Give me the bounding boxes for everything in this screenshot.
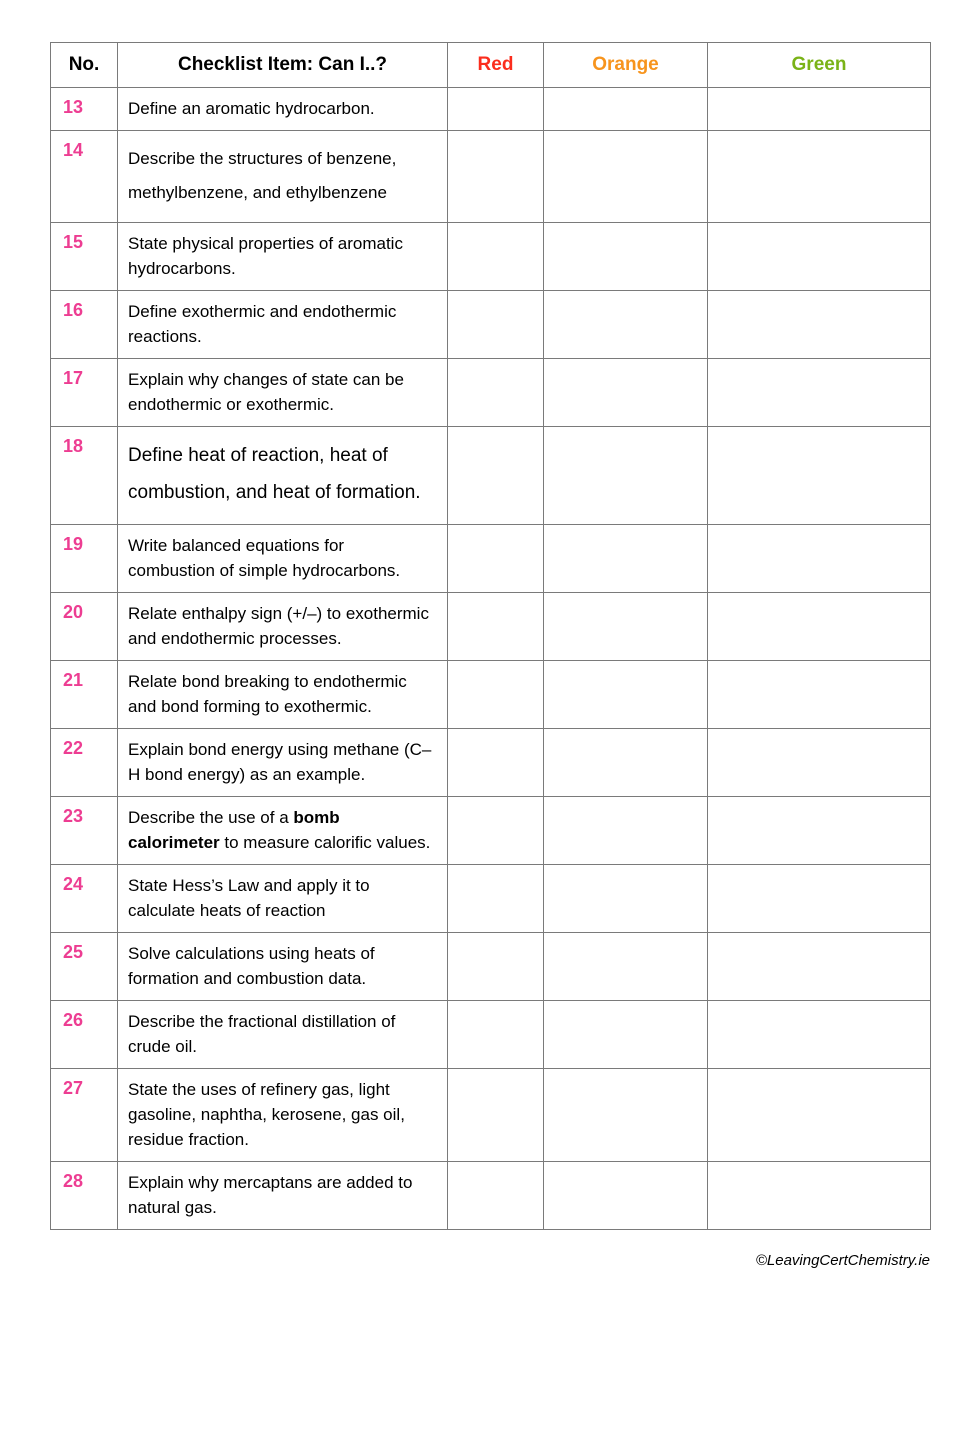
table-header-row [51, 43, 931, 88]
header-checklist-item: Checklist Item: Can I..? [118, 43, 448, 88]
header-red: Red [448, 43, 544, 88]
row-number: 28 [51, 1162, 118, 1230]
row-number: 13 [51, 88, 118, 131]
green-status-cell [708, 131, 931, 223]
row-number: 23 [51, 797, 118, 865]
table-row [51, 1001, 931, 1069]
table-row [51, 797, 931, 865]
row-number: 21 [51, 661, 118, 729]
red-status-cell [448, 427, 544, 525]
red-status-cell [448, 593, 544, 661]
green-status-cell [708, 1001, 931, 1069]
checklist-item-text: Describe the structures of benzene, methylbenzene, and ethylbenzene [118, 131, 448, 223]
red-status-cell [448, 865, 544, 933]
orange-status-cell [544, 291, 708, 359]
red-status-cell [448, 933, 544, 1001]
row-number: 15 [51, 223, 118, 291]
red-status-cell [448, 1001, 544, 1069]
green-status-cell [708, 933, 931, 1001]
red-status-cell [448, 359, 544, 427]
red-status-cell [448, 797, 544, 865]
checklist-item-text: State the uses of refinery gas, light gasoline, naphtha, kerosene, gas oil, residue fraction. [118, 1069, 448, 1162]
checklist-table-body [51, 88, 931, 1230]
orange-status-cell [544, 593, 708, 661]
red-status-cell [448, 1069, 544, 1162]
green-status-cell [708, 525, 931, 593]
row-number: 24 [51, 865, 118, 933]
red-status-cell [448, 131, 544, 223]
green-status-cell [708, 865, 931, 933]
table-row [51, 291, 931, 359]
header-no: No. [51, 43, 118, 88]
checklist-item-text: Explain why mercaptans are added to natural gas. [118, 1162, 448, 1230]
green-status-cell [708, 593, 931, 661]
red-status-cell [448, 525, 544, 593]
green-status-cell [708, 427, 931, 525]
orange-status-cell [544, 797, 708, 865]
green-status-cell [708, 359, 931, 427]
checklist-item-text: Describe the use of a bomb calorimeter to measure calorific values. [118, 797, 448, 865]
table-row [51, 661, 931, 729]
red-status-cell [448, 88, 544, 131]
green-status-cell [708, 223, 931, 291]
checklist-item-text: State physical properties of aromatic hydrocarbons. [118, 223, 448, 291]
table-row [51, 525, 931, 593]
orange-status-cell [544, 933, 708, 1001]
green-status-cell [708, 88, 931, 131]
checklist-item-text: Write balanced equations for combustion of simple hydrocarbons. [118, 525, 448, 593]
orange-status-cell [544, 223, 708, 291]
red-status-cell [448, 661, 544, 729]
row-number: 27 [51, 1069, 118, 1162]
row-number: 20 [51, 593, 118, 661]
green-status-cell [708, 661, 931, 729]
table-row [51, 131, 931, 223]
header-orange: Orange [544, 43, 708, 88]
green-status-cell [708, 1162, 931, 1230]
table-row [51, 933, 931, 1001]
red-status-cell [448, 1162, 544, 1230]
orange-status-cell [544, 865, 708, 933]
header-green: Green [708, 43, 931, 88]
red-status-cell [448, 291, 544, 359]
checklist-item-text: Explain why changes of state can be endothermic or exothermic. [118, 359, 448, 427]
checklist-item-text: Define an aromatic hydrocarbon. [118, 88, 448, 131]
checklist-item-text: Solve calculations using heats of formation and combustion data. [118, 933, 448, 1001]
orange-status-cell [544, 729, 708, 797]
green-status-cell [708, 1069, 931, 1162]
checklist-item-text: Relate enthalpy sign (+/–) to exothermic and endothermic processes. [118, 593, 448, 661]
table-row [51, 1162, 931, 1230]
table-row [51, 427, 931, 525]
row-number: 19 [51, 525, 118, 593]
table-row [51, 359, 931, 427]
copyright-credit: ©LeavingCertChemistry.ie [755, 1252, 930, 1269]
table-row [51, 1069, 931, 1162]
orange-status-cell [544, 1001, 708, 1069]
orange-status-cell [544, 427, 708, 525]
checklist-item-text: Define heat of reaction, heat of combustion, and heat of formation. [118, 427, 448, 525]
row-number: 25 [51, 933, 118, 1001]
checklist-item-text: State Hess’s Law and apply it to calculate heats of reaction [118, 865, 448, 933]
orange-status-cell [544, 131, 708, 223]
orange-status-cell [544, 1162, 708, 1230]
red-status-cell [448, 729, 544, 797]
green-status-cell [708, 797, 931, 865]
row-number: 18 [51, 427, 118, 525]
red-status-cell [448, 223, 544, 291]
checklist-table [50, 42, 931, 1230]
orange-status-cell [544, 661, 708, 729]
table-row [51, 223, 931, 291]
table-row [51, 88, 931, 131]
checklist-item-text: Describe the fractional distillation of crude oil. [118, 1001, 448, 1069]
checklist-item-text: Define exothermic and endothermic reactions. [118, 291, 448, 359]
row-number: 22 [51, 729, 118, 797]
green-status-cell [708, 729, 931, 797]
checklist-item-text: Explain bond energy using methane (C–H bond energy) as an example. [118, 729, 448, 797]
green-status-cell [708, 291, 931, 359]
table-row [51, 865, 931, 933]
checklist-item-text: Relate bond breaking to endothermic and bond forming to exothermic. [118, 661, 448, 729]
orange-status-cell [544, 88, 708, 131]
orange-status-cell [544, 525, 708, 593]
orange-status-cell [544, 1069, 708, 1162]
orange-status-cell [544, 359, 708, 427]
row-number: 14 [51, 131, 118, 223]
table-row [51, 593, 931, 661]
row-number: 26 [51, 1001, 118, 1069]
row-number: 16 [51, 291, 118, 359]
row-number: 17 [51, 359, 118, 427]
table-row [51, 729, 931, 797]
